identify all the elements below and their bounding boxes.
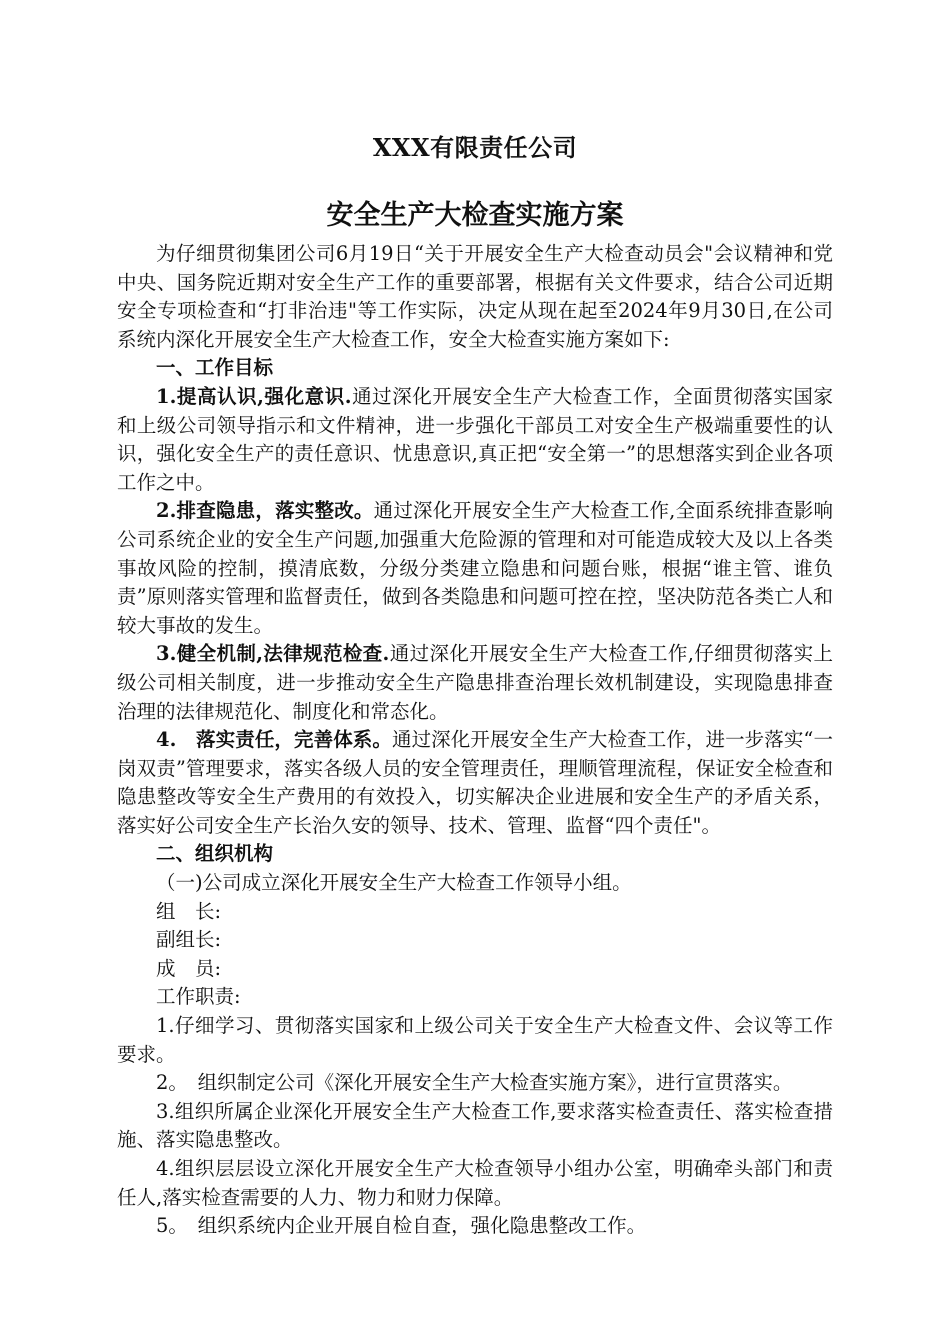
goal-paragraph-4 bbox=[117, 726, 833, 840]
duty-item-1: 1.仔细学习、贯彻落实国家和上级公司关于安全生产大检查文件、会议等工作要求。 bbox=[117, 1014, 833, 1066]
org-deputy-line: 副组长: bbox=[156, 928, 222, 952]
duty-item-4: 4.组织层层设立深化开展安全生产大检查领导小组办公室，明确牵头部门和责任人,落实检查需要的人力、物力和财力保障。 bbox=[117, 1157, 833, 1209]
duty-item-3: 3.组织所属企业深化开展安全生产大检查工作,要求落实检查责任、落实检查措施、落实隐患整改。 bbox=[117, 1099, 833, 1152]
goal-text: 通过深化开展安全生产大检查工作，进一步落实“一岗双责”管理要求，落实各级人员的安全管理责任，理顺管理流程，保证安全检查和隐患整改等安全生产费用的有效投入，切实解决企业进展和安全生产的矛盾关系，落实好公司安全生产长治久安的领导、技术、管理、监督“四个责任"。 bbox=[117, 728, 833, 837]
goal-label: 4. 落实责任，完善体系。 bbox=[156, 728, 392, 752]
org-member-line: 成 员: bbox=[156, 956, 222, 980]
goal-text: 通过深化开展安全生产大检查工作,全面系统排查影响公司系统企业的安全生产问题,加强重大危险源的管理和对可能造成较大及以上各类事故风险的控制，摸清底数，分级分类建立隐患和问题台账，根据“谁主管、谁负责”原则落实管理和监督责任，做到各类隐患和问题可控在控，坚决防范各类亡人和较大事故的发生。 bbox=[117, 499, 834, 637]
duty-item-5: 5。 组织系统内企业开展自检自查，强化隐患整改工作。 bbox=[156, 1214, 647, 1238]
document-title: 安全生产大检查实施方案 bbox=[326, 200, 624, 231]
duties-heading: 工作职责: bbox=[156, 985, 241, 1009]
org-subheading: （一)公司成立深化开展安全生产大检查工作领导小组。 bbox=[156, 871, 632, 895]
goal-text: 通过深化开展安全生产大检查工作,仔细贯彻落实上级公司相关制度，进一步推动安全生产隐患排查治理长效机制建设，实现隐患排查治理的法律规范化、制度化和常态化。 bbox=[117, 642, 833, 723]
goal-paragraph-1 bbox=[117, 383, 833, 497]
document-page bbox=[117, 128, 833, 1241]
duty-item-2: 2。 组织制定公司《深化开展安全生产大检查实施方案》，进行宣贯落实。 bbox=[156, 1071, 793, 1095]
goal-text: 通过深化开展安全生产大检查工作，全面贯彻落实国家和上级公司领导指示和文件精神，进一步强化干部员工对安全生产极端重要性的认识，强化安全生产的责任意识、忧患意识,真正把“安全第一”的思想落实到企业各项工作之中。 bbox=[117, 384, 833, 494]
section-heading-organization: 二、组织机构 bbox=[156, 842, 274, 866]
company-name: XXX有限责任公司 bbox=[372, 133, 578, 162]
goal-label: 2.排查隐患，落实整改。 bbox=[156, 499, 374, 523]
section-heading-goals: 一、工作目标 bbox=[156, 356, 274, 380]
org-leader-line: 组 长: bbox=[156, 899, 222, 923]
goal-label: 1.提高认识,强化意识. bbox=[156, 384, 352, 408]
intro-paragraph: 为仔细贯彻集团公司6月19日“关于开展安全生产大检查动员会"会议精神和党中央、国务院近期对安全生产工作的重要部署，根据有关文件要求，结合公司近期安全专项检查和“打非治违"等工作实际，决定从现在起至2024年9月30日,在公司系统内深化开展安全生产大检查工作，安全大检查实施方案如下: bbox=[117, 242, 833, 351]
goal-paragraph-3 bbox=[117, 640, 833, 726]
goal-label: 3.健全机制,法律规范检查. bbox=[156, 642, 390, 666]
goal-paragraph-2 bbox=[117, 497, 833, 640]
